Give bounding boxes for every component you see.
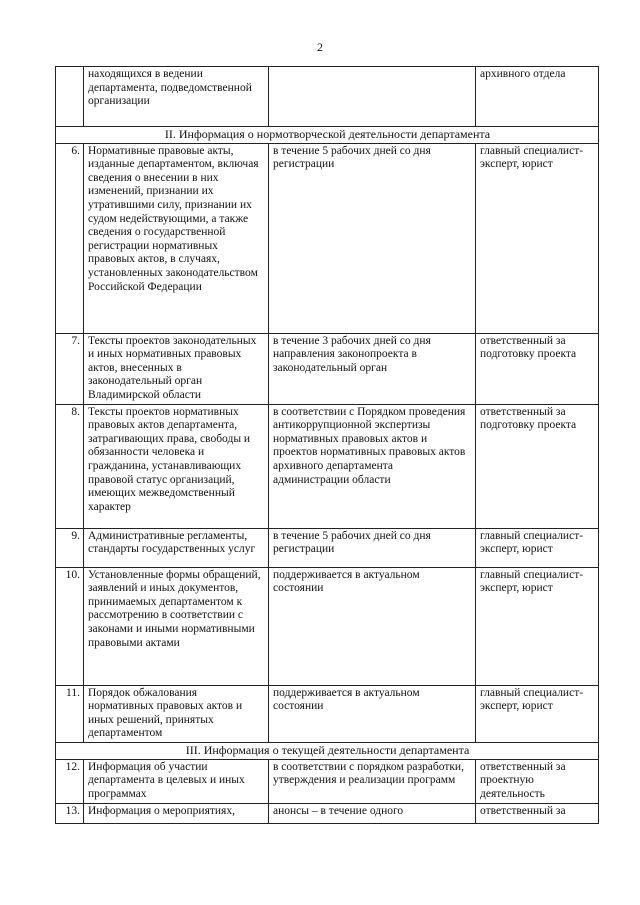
section-title: III. Информация о текущей деятельности департамента	[56, 742, 599, 759]
table-row	[56, 685, 599, 742]
info-cell: Нормативные правовые акты, изданные департаментом, включая сведения о внесении в них изменений, признании их утратившими силу, признании их судом недействующими, а также сведения о государственной регистрации нормативных правовых актов, в случаях, установленных законодательством Российской Федерации	[84, 143, 269, 333]
term-cell: поддерживается в актуальном состоянии	[269, 685, 476, 742]
term-cell: в соответствии с порядком разработки, утверждения и реализации программ	[269, 759, 476, 803]
table-row	[56, 333, 599, 404]
responsible-cell: главный специалист-эксперт, юрист	[476, 143, 599, 333]
info-cell: Информация об участии департамента в целевых и иных программах	[84, 759, 269, 803]
term-cell	[269, 67, 476, 127]
row-number: 8.	[56, 404, 84, 528]
term-cell: поддерживается в актуальном состоянии	[269, 567, 476, 685]
information-table	[55, 66, 599, 824]
info-cell: Тексты проектов нормативных правовых актов департамента, затрагивающих права, свободы и обязанности человека и гражданина, устанавливающих правовой статус организаций, имеющих межведомственный характер	[84, 404, 269, 528]
table-row	[56, 143, 599, 333]
row-number: 6.	[56, 143, 84, 333]
responsible-cell: главный специалист-эксперт, юрист	[476, 567, 599, 685]
info-cell: Порядок обжалования нормативных правовых актов и иных решений, принятых департаментом	[84, 685, 269, 742]
row-number	[56, 67, 84, 127]
responsible-cell: ответственный за подготовку проекта	[476, 404, 599, 528]
info-cell: находящихся в ведении департамента, подведомственной организации	[84, 67, 269, 127]
section-header-row	[56, 127, 599, 144]
row-number: 9.	[56, 528, 84, 567]
responsible-cell: ответственный за	[476, 803, 599, 823]
responsible-cell: главный специалист-эксперт, юрист	[476, 528, 599, 567]
table-row	[56, 803, 599, 823]
table-body	[56, 67, 599, 824]
table-row	[56, 404, 599, 528]
responsible-cell: ответственный за подготовку проекта	[476, 333, 599, 404]
responsible-cell: архивного отдела	[476, 67, 599, 127]
term-cell: в течение 5 рабочих дней со дня регистрации	[269, 143, 476, 333]
term-cell: в течение 3 рабочих дней со дня направления законопроекта в законодательный орган	[269, 333, 476, 404]
term-cell: анонсы – в течение одного	[269, 803, 476, 823]
page-number: 2	[317, 40, 323, 54]
table-row	[56, 528, 599, 567]
table-row	[56, 759, 599, 803]
info-cell: Тексты проектов законодательных и иных нормативных правовых актов, внесенных в законодательный орган Владимирской области	[84, 333, 269, 404]
row-number: 13.	[56, 803, 84, 823]
row-number: 11.	[56, 685, 84, 742]
table-row	[56, 567, 599, 685]
responsible-cell: ответственный за проектную деятельность	[476, 759, 599, 803]
term-cell: в течение 5 рабочих дней со дня регистрации	[269, 528, 476, 567]
section-header-row	[56, 742, 599, 759]
section-title: II. Информация о нормотворческой деятельности департамента	[56, 127, 599, 144]
row-number: 10.	[56, 567, 84, 685]
info-cell: Установленные формы обращений, заявлений и иных документов, принимаемых департаментом к рассмотрению в соответствии с законами и иными нормативными правовыми актами	[84, 567, 269, 685]
row-number: 12.	[56, 759, 84, 803]
row-number: 7.	[56, 333, 84, 404]
info-cell: Административные регламенты, стандарты государственных услуг	[84, 528, 269, 567]
info-cell: Информация о мероприятиях,	[84, 803, 269, 823]
table-row	[56, 67, 599, 127]
term-cell: в соответствии с Порядком проведения антикоррупционной экспертизы нормативных правовых актов и проектов нормативных правовых актов архивного департамента администрации области	[269, 404, 476, 528]
responsible-cell: главный специалист-эксперт, юрист	[476, 685, 599, 742]
